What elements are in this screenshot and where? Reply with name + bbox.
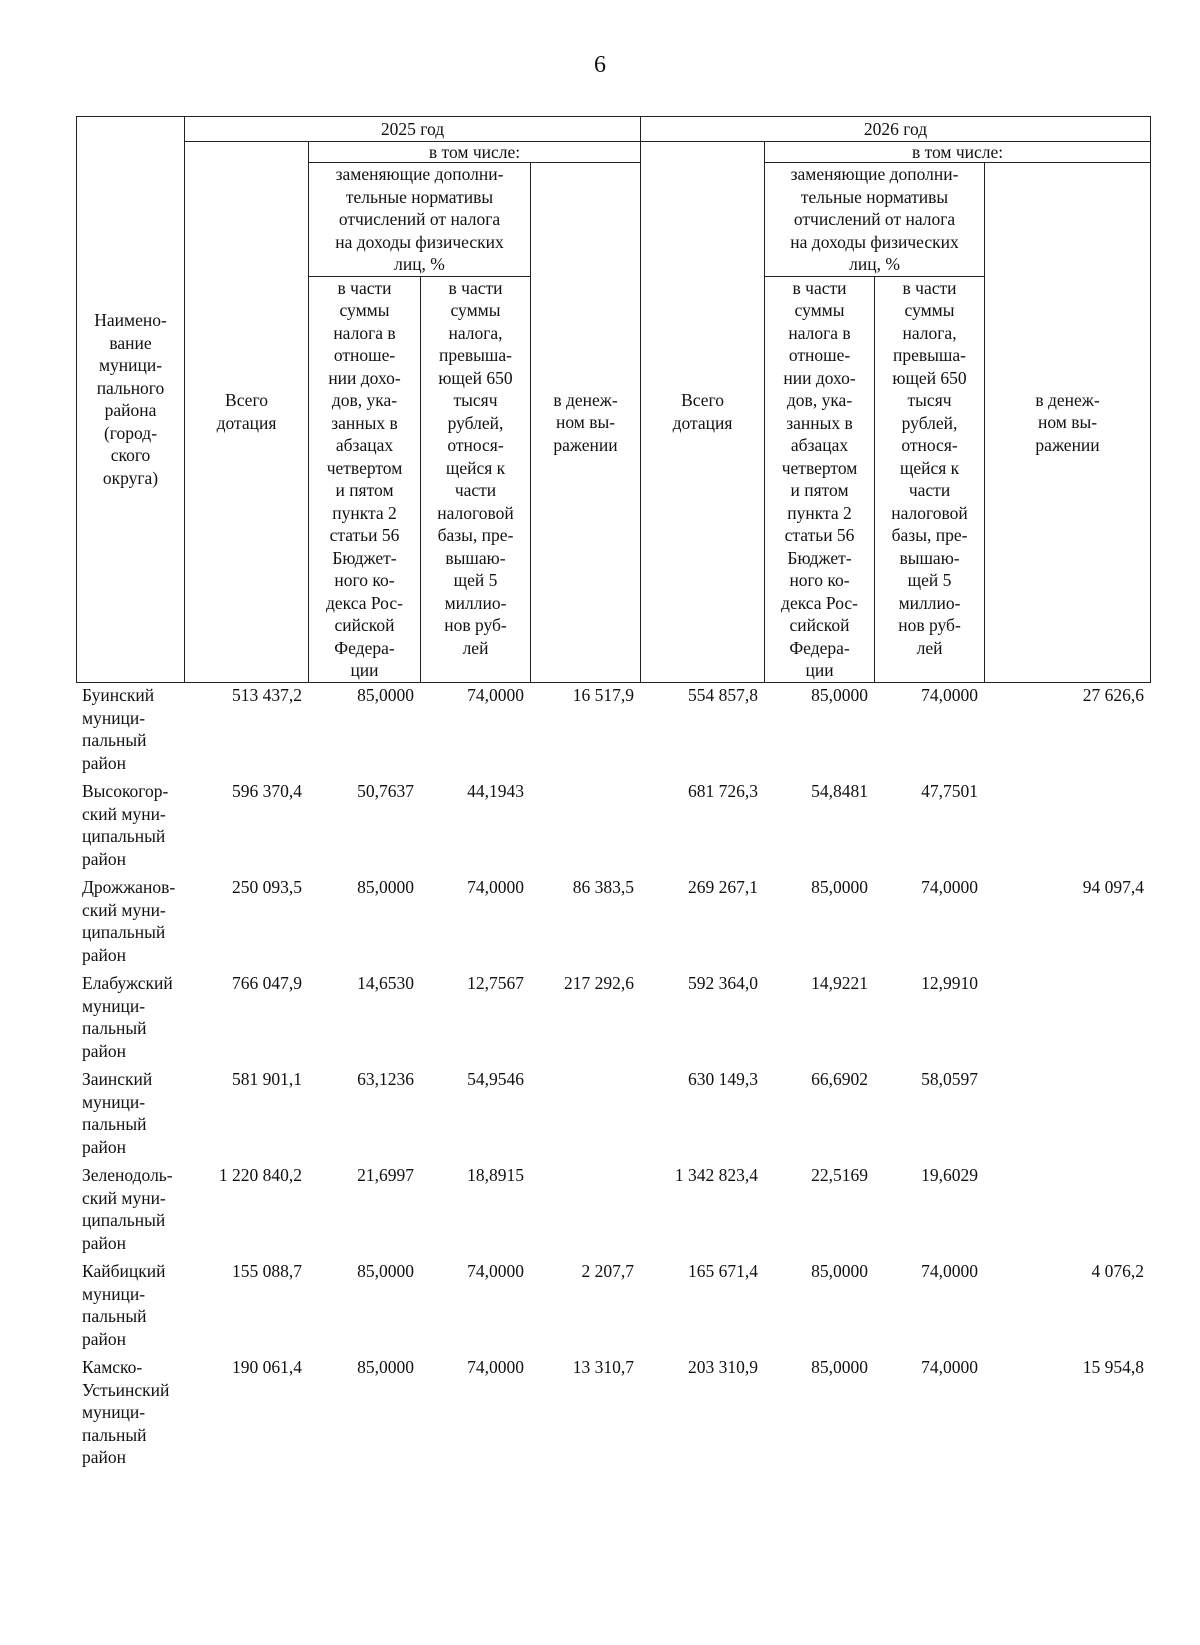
cell-a26: 14,9221 xyxy=(811,973,868,993)
cell-t26: 269 267,1 xyxy=(688,877,758,897)
cell-a25: 85,0000 xyxy=(357,1357,414,1377)
cell-m25: 13 310,7 xyxy=(572,1357,634,1377)
table-row xyxy=(76,1164,1150,1260)
cell-t25: 250 093,5 xyxy=(232,877,302,897)
cell-a25: 63,1236 xyxy=(357,1069,414,1089)
cell-b25: 74,0000 xyxy=(467,1357,524,1377)
table-row xyxy=(76,1068,1150,1164)
cell-t25: 513 437,2 xyxy=(232,685,302,705)
cell-m25: 217 292,6 xyxy=(564,973,634,993)
page-number: 6 xyxy=(594,52,606,78)
table-header xyxy=(76,116,1151,683)
cell-m25: 86 383,5 xyxy=(572,877,634,897)
district-name: Зеленодоль- ский муни- ципальный район xyxy=(82,1165,173,1253)
cell-b26: 74,0000 xyxy=(921,1357,978,1377)
cell-m25 xyxy=(530,1068,640,1164)
cell-t26: 165 671,4 xyxy=(688,1261,758,1281)
table-body xyxy=(76,684,1150,1469)
cell-t26: 203 310,9 xyxy=(688,1357,758,1377)
cell-t25: 1 220 840,2 xyxy=(218,1165,302,1185)
cell-b25: 74,0000 xyxy=(467,685,524,705)
cell-b25: 12,7567 xyxy=(467,973,524,993)
cell-t26: 1 342 823,4 xyxy=(674,1165,758,1185)
header-part-b-2026: в части суммы налога, превыша- ющей 650 тысяч рублей, относя- щейся к части налоговой базы, пре- вышаю- щей 5 миллио- нов руб- лей xyxy=(875,276,985,682)
cell-a26: 54,8481 xyxy=(811,781,868,801)
cell-t26: 592 364,0 xyxy=(688,973,758,993)
cell-m26: 4 076,2 xyxy=(1091,1261,1144,1281)
header-money-2025: в денеж- ном вы- ражении xyxy=(531,163,641,683)
header-including-2026: в том числе: xyxy=(765,142,1151,163)
cell-m25 xyxy=(530,780,640,876)
district-name: Заинский муници- пальный район xyxy=(82,1069,153,1157)
district-name: Кайбицкий муници- пальный район xyxy=(82,1261,166,1349)
cell-b25: 44,1943 xyxy=(467,781,524,801)
cell-a25: 85,0000 xyxy=(357,685,414,705)
table-row xyxy=(76,972,1150,1068)
cell-b25: 18,8915 xyxy=(467,1165,524,1185)
cell-t26: 681 726,3 xyxy=(688,781,758,801)
district-name: Елабужский муници- пальный район xyxy=(82,973,173,1061)
table-row xyxy=(76,876,1150,972)
district-name: Высокогор- ский муни- ципальный район xyxy=(82,781,169,869)
cell-t25: 766 047,9 xyxy=(232,973,302,993)
cell-b26: 12,9910 xyxy=(921,973,978,993)
table-row xyxy=(76,684,1150,780)
cell-m25: 16 517,9 xyxy=(572,685,634,705)
table-row xyxy=(76,1260,1150,1356)
cell-a26: 85,0000 xyxy=(811,685,868,705)
header-replacing-2025: заменяющие дополни- тельные нормативы отчислений от налога на доходы физических лиц, % xyxy=(309,163,531,277)
cell-b26: 74,0000 xyxy=(921,877,978,897)
header-name-column: Наимено- вание муници- пального района (город- ского округа) xyxy=(77,117,185,683)
header-part-a-2026: в части суммы налога в отноше- нии дохо- дов, ука- занных в абзацах четвертом и пятом пункта 2 статьи 56 Бюджет- ного ко- декса Рос- сийской Федера- ции xyxy=(765,276,875,682)
cell-b26: 74,0000 xyxy=(921,1261,978,1281)
cell-m26 xyxy=(984,780,1150,876)
cell-a25: 50,7637 xyxy=(357,781,414,801)
cell-m26: 27 626,6 xyxy=(1082,685,1144,705)
cell-b26: 74,0000 xyxy=(921,685,978,705)
cell-a25: 85,0000 xyxy=(357,877,414,897)
cell-t25: 581 901,1 xyxy=(232,1069,302,1089)
district-name: Дрожжанов- ский муни- ципальный район xyxy=(82,877,176,965)
cell-a26: 22,5169 xyxy=(811,1165,868,1185)
cell-m25: 2 207,7 xyxy=(581,1261,634,1281)
cell-a26: 85,0000 xyxy=(811,1357,868,1377)
header-money-2026: в денеж- ном вы- ражении xyxy=(985,163,1151,683)
header-part-a-2025: в части суммы налога в отноше- нии дохо- дов, ука- занных в абзацах четвертом и пятом пункта 2 статьи 56 Бюджет- ного ко- декса Рос- сийской Федера- ции xyxy=(309,276,421,682)
cell-t26: 554 857,8 xyxy=(688,685,758,705)
cell-a26: 66,6902 xyxy=(811,1069,868,1089)
cell-m25 xyxy=(530,1164,640,1260)
district-name: Камско- Устьинский муници- пальный район xyxy=(82,1357,170,1467)
table-row xyxy=(76,780,1150,876)
cell-m26 xyxy=(984,1068,1150,1164)
cell-m26 xyxy=(984,1164,1150,1260)
district-name: Буинский муници- пальный район xyxy=(82,685,155,773)
cell-t25: 155 088,7 xyxy=(232,1261,302,1281)
cell-a25: 14,6530 xyxy=(357,973,414,993)
cell-m26: 15 954,8 xyxy=(1082,1357,1144,1377)
header-including-2025: в том числе: xyxy=(309,142,641,163)
header-year-2026: 2026 год xyxy=(641,117,1151,142)
cell-t25: 190 061,4 xyxy=(232,1357,302,1377)
header-year-2025: 2025 год xyxy=(185,117,641,142)
cell-t26: 630 149,3 xyxy=(688,1069,758,1089)
table-row xyxy=(76,1356,1150,1469)
cell-b26: 47,7501 xyxy=(921,781,978,801)
cell-b25: 54,9546 xyxy=(467,1069,524,1089)
cell-a26: 85,0000 xyxy=(811,1261,868,1281)
cell-a25: 85,0000 xyxy=(357,1261,414,1281)
header-total-2025: Всего дотация xyxy=(185,142,309,683)
cell-b25: 74,0000 xyxy=(467,877,524,897)
cell-t25: 596 370,4 xyxy=(232,781,302,801)
cell-b26: 58,0597 xyxy=(921,1069,978,1089)
cell-a25: 21,6997 xyxy=(357,1165,414,1185)
cell-a26: 85,0000 xyxy=(811,877,868,897)
cell-m26: 94 097,4 xyxy=(1082,877,1144,897)
cell-b25: 74,0000 xyxy=(467,1261,524,1281)
header-part-b-2025: в части суммы налога, превыша- ющей 650 тысяч рублей, относя- щейся к части налоговой базы, пре- вышаю- щей 5 миллио- нов руб- лей xyxy=(421,276,531,682)
cell-b26: 19,6029 xyxy=(921,1165,978,1185)
cell-m26 xyxy=(984,972,1150,1068)
header-total-2026: Всего дотация xyxy=(641,142,765,683)
header-replacing-2026: заменяющие дополни- тельные нормативы отчислений от налога на доходы физических лиц, % xyxy=(765,163,985,277)
